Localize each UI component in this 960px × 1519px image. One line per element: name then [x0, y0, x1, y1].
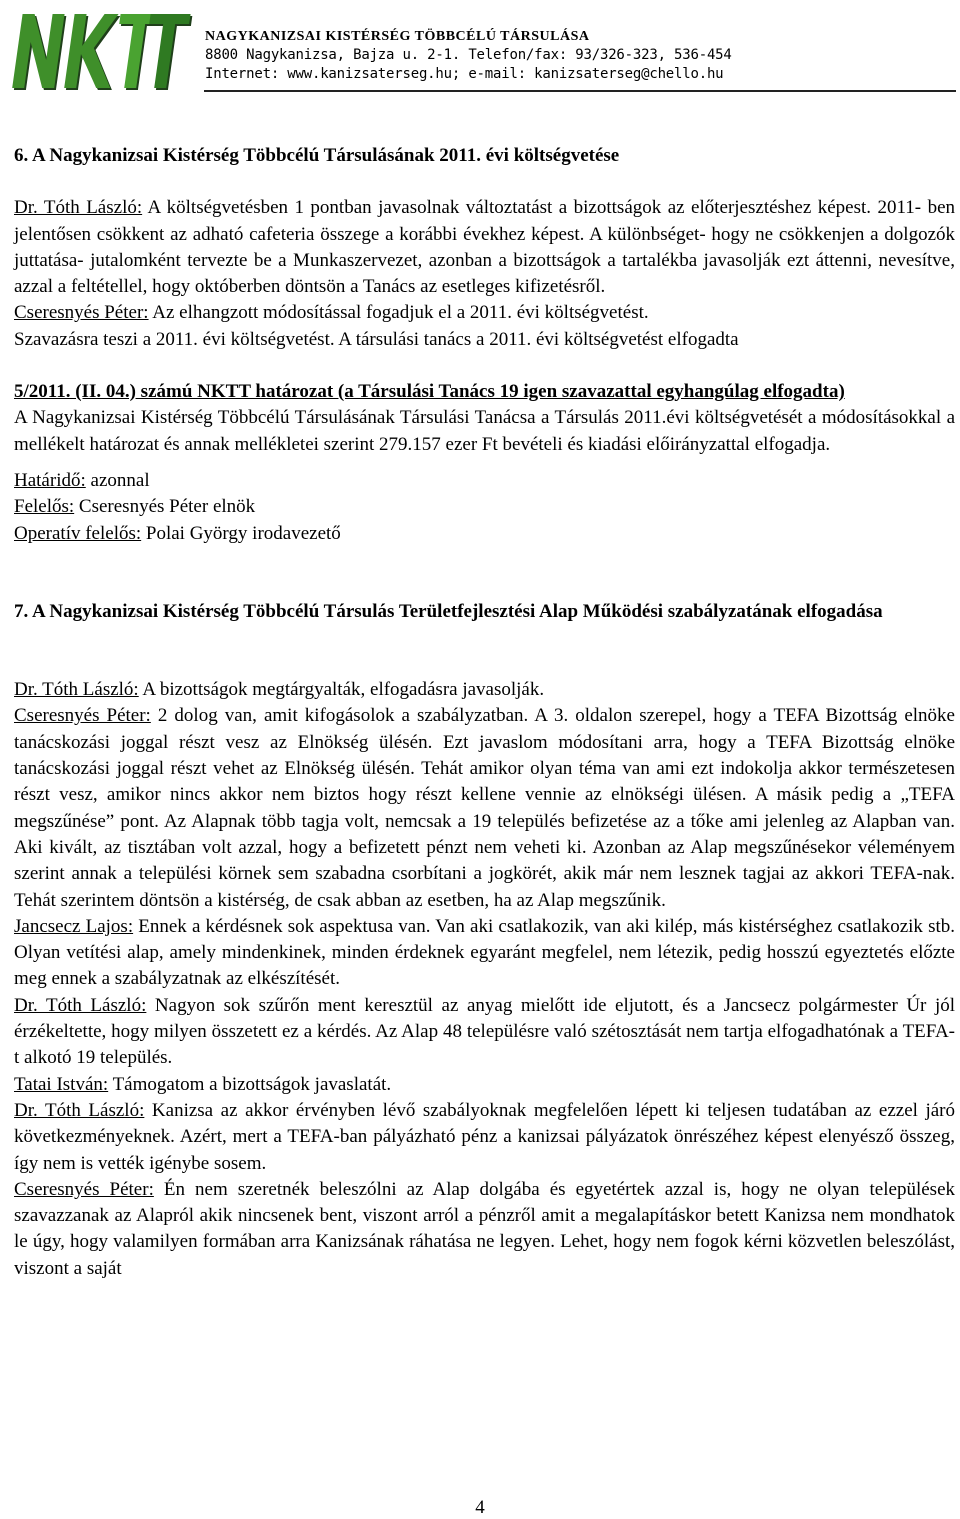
- speech-text: A költségvetésben 1 pontban javasolnak változtatást a bizottságok az előterjesztéshez képest. 2011- ben jelentősen csökkent az adható cafeteria összege a korábbi évekhez képest. A különbséget- hogy ne csökkenjen a dolgozók juttatása- jutalomként tervezte be a Munkaszervezet, azonban a bizottságok a tartalékba javasolják ezt áttenni, nevesítve, azzal a feltétellel, hogy októberben döntsön a Tanács az esetleges kifizetésről.: [14, 197, 955, 298]
- resolution-heading: 5/2011. (II. 04.) számú NKTT határozat (a Társulási Tanács 19 igen szavazattal egyhangúlag elfogadta): [14, 381, 845, 403]
- speaker-name: Cseresnyés Péter:: [14, 302, 149, 324]
- speech-text: Ennek a kérdésnek sok aspektusa van. Van aki csatlakozik, van aki kilép, más kistérséghez csatlakozik stb. Olyan vetítési alap, amely mindenkinek, minden érdeknek egyaránt megfelel, nem létezik, pedig hosszú egyeztetés előzte meg ennek a szabályzatnak az elkészítését.: [14, 915, 955, 990]
- deadline-value: azonnal: [85, 469, 150, 491]
- section-6-paragraph-1: [14, 195, 955, 300]
- speech-text: Én nem szeretnék beleszólni az Alap dolgába és egyetértek azzal is, hogy ne olyan települések szavazzanak az Alapról akik nincsenek bent, viszont arról a pénzről amit a megalapításkor betett Kanizsa nem mondhatok le úgy, hogy valamilyen formában arra Kanizsának ráhatása ne legyen. Lehet, hogy nem fogok kérni közvetlen beleszólást, viszont a saját: [14, 1178, 955, 1279]
- section-6-paragraph-3: Szavazásra teszi a 2011. évi költségvetést. A társulási tanács a 2011. évi költségvetést elfogadta: [14, 328, 739, 350]
- discussion-paragraph: [14, 1072, 955, 1098]
- discussion-paragraph: [14, 914, 955, 993]
- page-number: 4: [475, 1497, 485, 1518]
- speaker-name: Dr. Tóth László:: [14, 1099, 145, 1121]
- speech-text: Nagyon sok szűrőn ment keresztül az anyag mielőtt ide eljutott, és a Jancsecz polgármester Úr jól érzékeltette, hogy milyen összetett ez a kérdés. Az Alap 48 településre való szétosztását nem tartja elfogadhatónak a TEFA-t alkotó 19 település.: [14, 994, 956, 1069]
- speech-text: A bizottságok megtárgyalták, elfogadásra javasolják.: [138, 679, 545, 701]
- responsible-line: [14, 494, 955, 520]
- operative-responsible-value: Polai György irodavezető: [141, 522, 341, 544]
- speaker-name: Tatai István:: [14, 1073, 109, 1095]
- speech-text: 2 dolog van, amit kifogásolok a szabályzatban. A 3. oldalon szerepel, hogy a TEFA Bizottság elnöke tanácskozási joggal részt vesz az Elnökség ülésén. Ezt javaslom módosítani arra, hogy a TEFA Bizottság elnöke tanácskozási joggal részt vehet az Elnökség ülésén. Tehát amikor olyan téma van ami ezt indokolja akkor természetesen részt vesz, amikor nincs akkor nem biztos hogy részt kellene vennie az elnökségi ülésen. A másik pedig a „TEFA megszűnése” pont. Az Alapnak több tagja volt, nemcsak a 19 település befizetése az a tőke ami jelenleg az Alapban van. Aki kivált, az tisztában volt azzal, hogy a befizetett pénzt nem veheti ki. Azonban az Alap megszűnésekor véleményem szerint annak a települési körnek sem szabadna csorbítani a jogkörét, akik már nem lesznek tagjai az akkori TEFA-nak. Tehát szerintem döntsön a kistérség, de csak abban az esetben, ha az Alap megszűnik.: [14, 705, 955, 911]
- speech-text: Támogatom a bizottságok javaslatát.: [108, 1073, 392, 1095]
- discussion-paragraph: [14, 677, 955, 703]
- header-divider: [204, 90, 956, 92]
- nktt-logo: [4, 4, 194, 96]
- speech-text: Kanizsa az akkor érvényben lévő szabályoknak megfelelően lépett ki teljesen tudatában az ezzel járó következményeknek. Azért, mert a TEFA-ban pályázható pénz a kanizsai pályázatok önrészéhez képest elenyésző összeg, így nem is vették igénybe sosem.: [14, 1099, 956, 1174]
- discussion-paragraph: [14, 703, 955, 913]
- org-contact-block: [205, 28, 955, 84]
- section-6-title: 6. A Nagykanizsai Kistérség Többcélú Társulásának 2011. évi költségvetése: [14, 145, 620, 166]
- speaker-name: Dr. Tóth László:: [14, 197, 143, 219]
- responsible-label: Felelős:: [14, 496, 75, 518]
- letterhead: [0, 0, 960, 100]
- speaker-name: Cseresnyés Péter:: [14, 1178, 154, 1200]
- document-body: [14, 143, 955, 1282]
- speaker-name: Dr. Tóth László:: [14, 679, 139, 701]
- section-7-title: 7. A Nagykanizsai Kistérség Többcélú Társulás Területfejlesztési Alap Működési szabályzatának elfogadása: [14, 600, 883, 622]
- discussion-paragraph: [14, 1177, 955, 1282]
- operative-responsible-label: Operatív felelős:: [14, 522, 142, 544]
- org-internet: Internet: www.kanizsaterseg.hu; e-mail: kanizsaterseg@chello.hu: [205, 66, 724, 82]
- resolution-text: A Nagykanizsai Kistérség Többcélú Társulásának Társulási Tanácsa a Társulás 2011.évi költségvetését a módosításokkal a mellékelt határozat és annak mellékletei szerint 279.157 ezer Ft bevételi és kiadási előirányzattal elfogadja.: [14, 407, 955, 455]
- operative-responsible-line: [14, 521, 955, 547]
- section-7-discussion: [14, 677, 955, 1282]
- speaker-name: Dr. Tóth László:: [14, 994, 147, 1016]
- deadline-label: Határidő:: [14, 469, 86, 491]
- discussion-paragraph: [14, 993, 955, 1072]
- org-address: 8800 Nagykanizsa, Bajza u. 2-1. Telefon/fax: 93/326-323, 536-454: [205, 47, 732, 63]
- speech-text: Az elhangzott módosítással fogadjuk el a 2011. évi költségvetést.: [148, 302, 649, 324]
- responsible-value: Cseresnyés Péter elnök: [74, 496, 256, 518]
- org-name: NAGYKANIZSAI KISTÉRSÉG TÖBBCÉLÚ TÁRSULÁSA: [205, 29, 590, 44]
- speaker-name: Cseresnyés Péter:: [14, 705, 151, 727]
- deadline-line: [14, 468, 955, 494]
- section-6-paragraph-2: [14, 300, 955, 326]
- speaker-name: Jancsecz Lajos:: [14, 915, 134, 937]
- discussion-paragraph: [14, 1098, 955, 1177]
